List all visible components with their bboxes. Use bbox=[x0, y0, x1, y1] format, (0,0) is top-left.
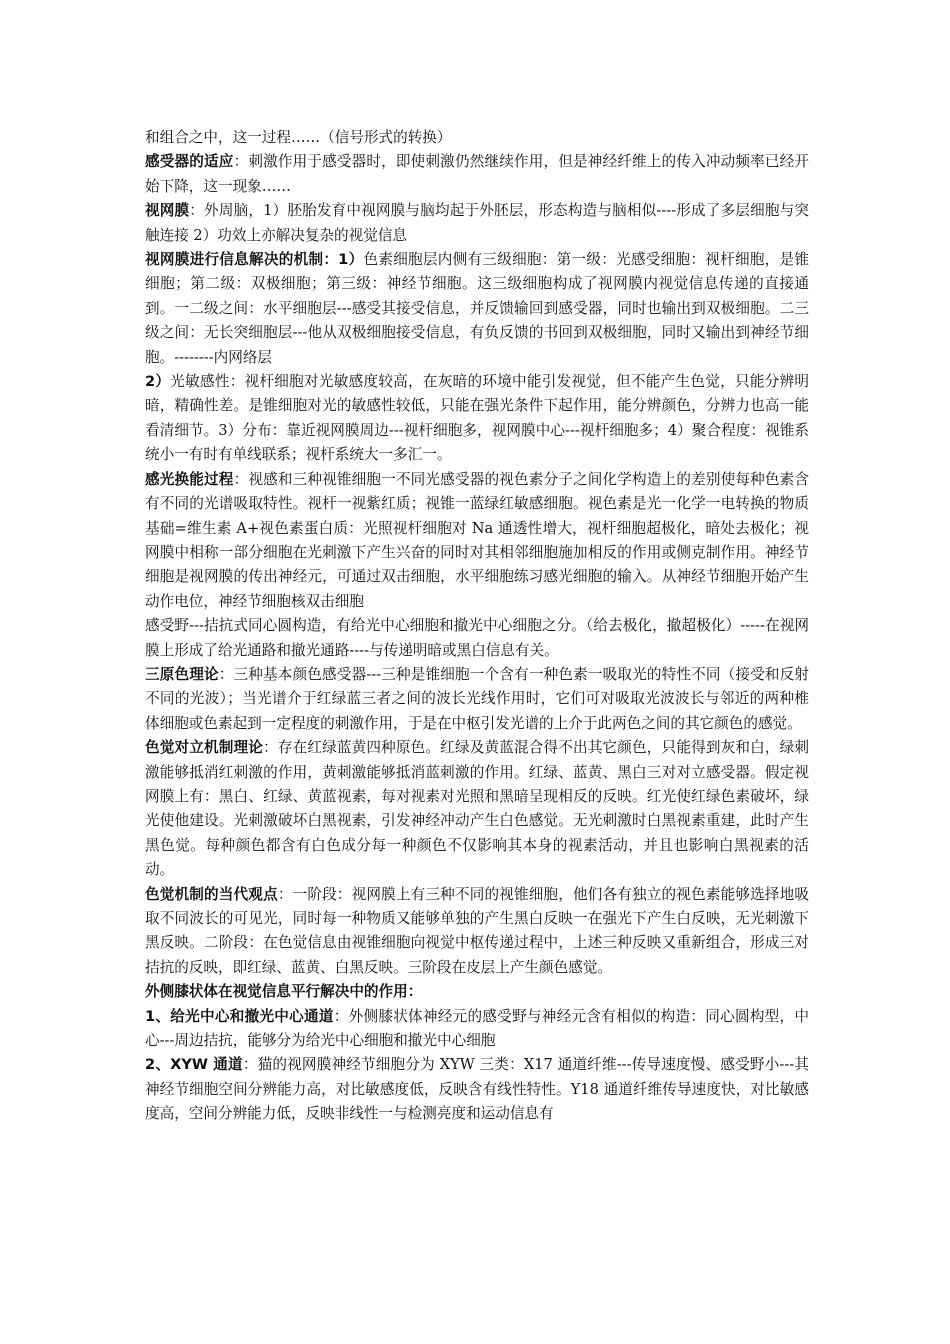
paragraph-text: ：外周脑，1）胚胎发育中视网膜与脑均起于外胚层，形态构造与脑相似----形成了多层细胞与突触连接 2）功效上亦解决复杂的视觉信息 bbox=[145, 202, 809, 244]
paragraph-modern-color-view bbox=[145, 883, 809, 981]
paragraph-text: 感受野---拮抗式同心圆构造，有给光中心细胞和撤光中心细胞之分。（给去极化，撤超极化）-----在视网膜上形成了给光通路和撤光通路----与传递明暗或黑白信息有关。 bbox=[145, 617, 809, 659]
paragraph-opponent-process-theory bbox=[145, 736, 809, 882]
paragraph-phototransduction bbox=[145, 468, 809, 614]
paragraph-heading: 1、给光中心和撤光中心通道 bbox=[145, 1007, 334, 1025]
paragraph-text: ：存在红绿蓝黄四种原色。红绿及黄蓝混合得不出其它颜色，只能得到灰和白，绿刺激能够抵消红刺激的作用，黄刺激能够抵消蓝刺激的作用。红绿、蓝黄、黑白三对对立感受器。假定视网膜上有：黑白、红绿、黄蓝视素，每对视素对光照和黑暗呈现相反的反映。红光使红绿色素破坏，绿光使他建设。光刺激破坏白黑视素，引发神经冲动产生白色感觉。无光刺激时白黑视素重建，此时产生黑色觉。每种颜色都含有白色成分每一种颜色不仅影响其本身的视素活动，并且也影响白黑视素的活动。 bbox=[145, 739, 809, 879]
paragraph-heading: 外侧膝状体在视觉信息平行解决中的作用： bbox=[145, 983, 423, 1001]
paragraph-receptive-field bbox=[145, 614, 809, 663]
paragraph-heading: 视网膜进行信息解决的机制：1） bbox=[145, 251, 364, 269]
paragraph-text: 和组合之中，这一过程……（信号形式的转换） bbox=[145, 129, 452, 146]
paragraph-retina-mechanism bbox=[145, 248, 809, 370]
paragraph-retina bbox=[145, 199, 809, 248]
paragraph-heading: 色觉机制的当代观点 bbox=[145, 885, 278, 903]
paragraph-text: ：一阶段：视网膜上有三种不同的视锥细胞，他们各有独立的视色素能够选择地吸取不同波长的可见光，同时每一种物质又能够单独的产生黑白反映一在强光下产生白反映，无光刺激下黑反映。二阶段：在色觉信息由视锥细胞向视觉中枢传递过程中，上述三种反映又重新组合，形成三对拮抗的反映，即红绿、蓝黄、白黑反映。三阶段在皮层上产生颜色感觉。 bbox=[145, 885, 809, 976]
paragraph-receptor-adaptation bbox=[145, 150, 809, 199]
paragraph-text: ：视感和三种视锥细胞一不同光感受器的视色素分子之间化学构造上的差别使每种色素含有不同的光谱吸取特性。视杆一视紫红质；视锥一蓝绿红敏感细胞。视色素是光一化学一电转换的物质基础=维生素 A+视色素蛋白质：光照视杆细胞对 Na 通透性增大，视杆细胞超极化，暗处去极化；视网膜中相称一部分细胞在光刺激下产生兴奋的同时对其相邻细胞施加相反的作用或侧克制作用。神经节细胞是视网膜的传出神经元，可通过双击细胞，水平细胞练习感光细胞的输入。从神经节细胞开始产生动作电位，神经节细胞核双击细胞 bbox=[145, 470, 809, 610]
paragraph-text: ：刺激作用于感受器时，即使刺激仍然继续作用，但是神经纤维上的传入冲动频率已经开始下降，这一现象…… bbox=[145, 153, 809, 195]
paragraph-heading: 感光换能过程 bbox=[145, 470, 234, 488]
paragraph-text: ：猫的视网膜神经节细胞分为 XYW 三类：X17 通道纤维---传导速度慢、感受野小---其神经节细胞空间分辨能力高，对比敏感度低，反映含有线性特性。Y18 通道纤维传导速度快，对比敏感度高，空间分辨能力低，反映非线性一与检测亮度和运动信息有 bbox=[145, 1056, 809, 1123]
paragraph-continuation bbox=[145, 126, 809, 150]
paragraph-xyw-channels bbox=[145, 1053, 809, 1126]
paragraph-trichromatic-theory bbox=[145, 663, 809, 736]
paragraph-text: 光敏感性：视杆细胞对光敏感度较高，在灰暗的环境中能引发视觉，但不能产生色觉，只能分辨明暗，精确性差。是锥细胞对光的敏感性较低，只能在强光条件下起作用，能分辨颜色，分辨力也高一能看清细节。3）分布：靠近视网膜周边---视杆细胞多，视网膜中心---视杆细胞多；4）聚合程度：视锥系统小一有时有单线联系；视杆系统大一多汇一。 bbox=[145, 373, 809, 464]
paragraph-text: ：三种基本颜色感受器---三种是锥细胞一个含有一种色素一吸取光的特性不同（接受和反射不同的光波）；当光谱介于红绿蓝三者之间的波长光线作用时，它们可对吸取光波波长与邻近的两种椎体细胞或色素起到一定程度的刺激作用，于是在中枢引发光谱的上介于此两色之间的其它颜色的感觉。 bbox=[145, 665, 809, 732]
paragraph-heading: 视网膜 bbox=[145, 202, 190, 220]
paragraph-on-off-channels bbox=[145, 1005, 809, 1054]
paragraph-heading: 色觉对立机制理论 bbox=[145, 739, 264, 757]
paragraph-heading: 三原色理论 bbox=[145, 665, 219, 683]
paragraph-text: 色素细胞层内侧有三级细胞：第一级：光感受细胞：视杆细胞，是锥细胞；第二级：双极细胞；第三级：神经节细胞。这三级细胞构成了视网膜内视觉信息传递的直接通到。一二级之间：水平细胞层---感受其接受信息，并反馈输回到感受器，同时也输出到双极细胞。二三级之间：无长突细胞层---他从双极细胞接受信息，有负反馈的书回到双极细胞，同时又输出到神经节细胞。--------内网络层 bbox=[145, 251, 809, 366]
paragraph-heading: 2） bbox=[145, 373, 171, 391]
document-page bbox=[145, 126, 809, 1127]
paragraph-lgn-heading bbox=[145, 980, 809, 1004]
paragraph-heading: 2、XYW 通道 bbox=[145, 1056, 243, 1074]
paragraph-text: ：外侧膝状体神经元的感受野与神经元含有相似的构造：同心圆构型，中心---周边拮抗，能够分为给光中心细胞和撤光中心细胞 bbox=[145, 1007, 809, 1050]
paragraph-heading: 感受器的适应 bbox=[145, 153, 234, 171]
paragraph-light-sensitivity bbox=[145, 370, 809, 468]
